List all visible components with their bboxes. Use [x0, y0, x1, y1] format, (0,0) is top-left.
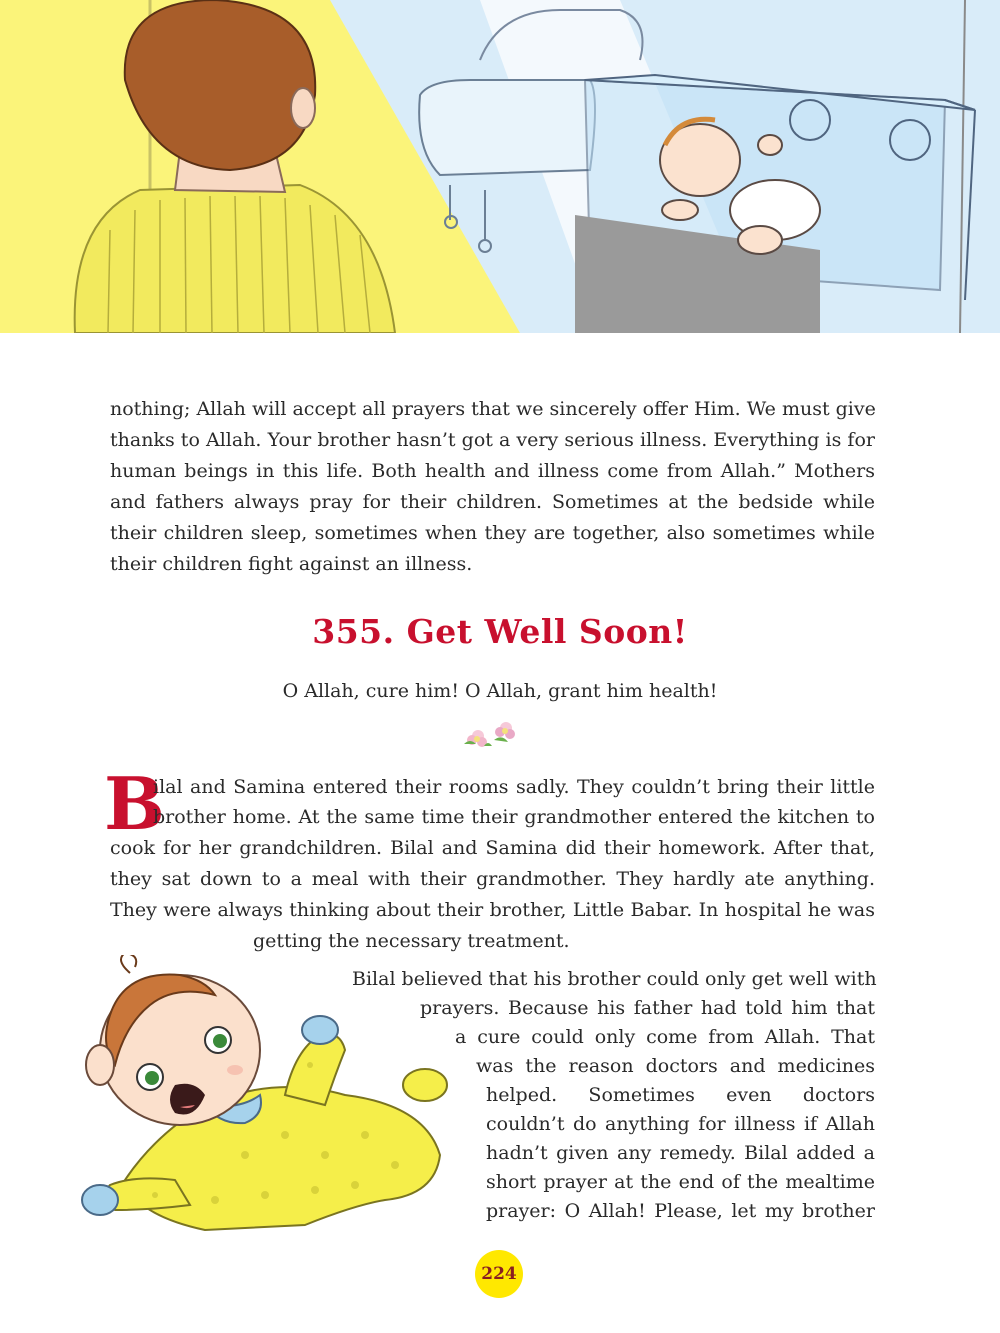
wrap-line-1: Bilal believed that his brother could only get well with [352, 968, 877, 990]
flower-ornament-icon [456, 714, 528, 754]
intro-line-3: human beings in this life. Both health and illness come from Allah.” Mothers [110, 460, 875, 482]
intro-line-1: nothing; Allah will accept all prayers that we sincerely offer Him. We must give [110, 398, 876, 420]
story-line-6: getting the necessary treatment. [253, 930, 570, 952]
story-line-5: They were always thinking about their brother, Little Babar. In hospital he was [110, 899, 875, 921]
page-number: 224 [481, 1264, 517, 1284]
intro-line-5: their children sleep, sometimes when they are together, also sometimes while [110, 522, 875, 544]
intro-line-4: and fathers always pray for their children. Sometimes at the bedside while [110, 491, 875, 513]
story-line-4: they sat down to a meal with their grandmother. They hardly ate anything. [110, 868, 875, 890]
intro-line-6: their children fight against an illness. [110, 553, 473, 575]
baby-illustration [55, 955, 475, 1255]
wrap-line-2: prayers. Because his father had told him that [420, 997, 875, 1019]
hospital-illustration [0, 0, 1000, 333]
story-title: 355. Get Well Soon! [312, 612, 688, 651]
story-line-1: ilal and Samina entered their rooms sadly. They couldn’t bring their little [153, 776, 875, 798]
wrap-line-7: hadn’t given any remedy. Bilal added a [486, 1142, 875, 1164]
intro-line-2: thanks to Allah. Your brother hasn’t got a very serious illness. Everything is for [110, 429, 875, 451]
wrap-line-4: was the reason doctors and medicines [476, 1055, 875, 1077]
wrap-line-9: prayer: O Allah! Please, let my brother [486, 1200, 875, 1222]
page-number-badge [475, 1250, 523, 1298]
wrap-line-6: couldn’t do anything for illness if Allah [486, 1113, 875, 1135]
story-subtitle: O Allah, cure him! O Allah, grant him health! [282, 680, 718, 702]
story-line-3: cook for her grandchildren. Bilal and Samina did their homework. After that, [110, 837, 875, 859]
wrap-line-8: short prayer at the end of the mealtime [486, 1171, 875, 1193]
drop-cap: B [104, 761, 165, 846]
story-line-2: brother home. At the same time their grandmother entered the kitchen to [153, 806, 875, 828]
wrap-line-3: a cure could only come from Allah. That [455, 1026, 875, 1048]
wrap-line-5: helped. Sometimes even doctors [486, 1084, 875, 1106]
